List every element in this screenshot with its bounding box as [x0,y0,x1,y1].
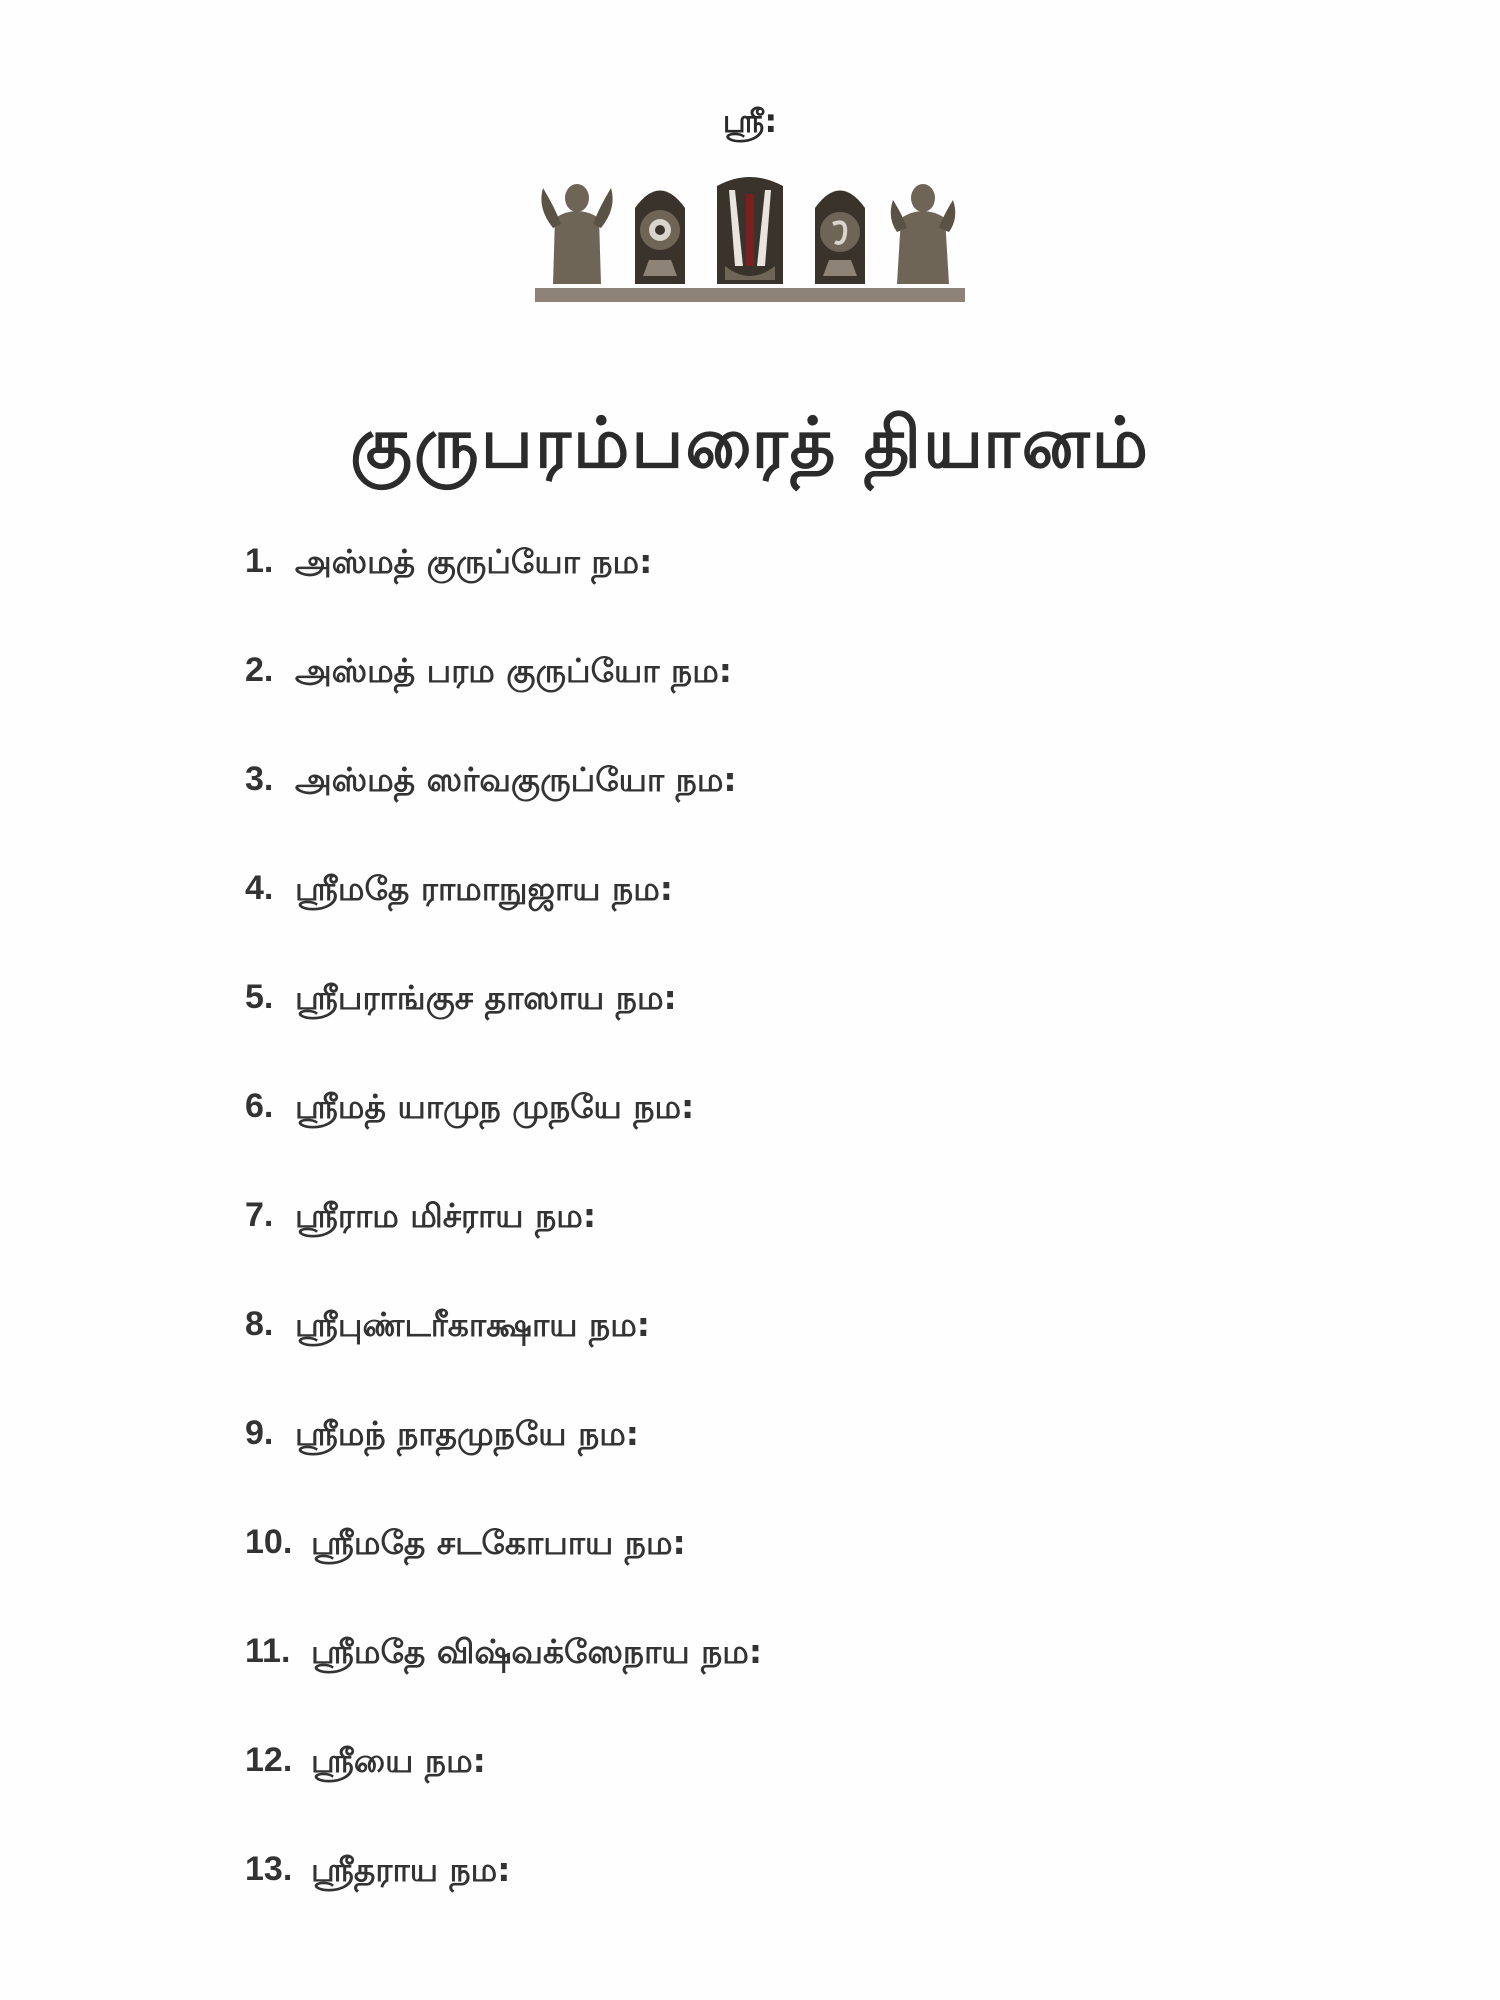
item-text: அஸ்மத் குருப்யோ நம: [295,542,653,581]
list-item [245,978,1345,1087]
sri-heading: ஸ்ரீ: [722,102,778,140]
temple-deities-emblem-icon [535,168,965,304]
item-number: 2. [245,651,274,689]
item-text: ஸ்ரீபராங்குச தாஸாய நம: [295,978,677,1017]
list-item [245,1305,1345,1414]
item-number: 13. [245,1850,293,1888]
item-text: ஸ்ரீயை நம: [311,1741,486,1780]
item-number: 10. [245,1523,293,1561]
item-text: ஸ்ரீமதே விஷ்வக்ஸேநாய நம: [311,1632,763,1671]
list-item [245,869,1345,978]
item-number: 5. [245,978,274,1016]
list-item [245,1523,1345,1632]
item-number: 1. [245,542,274,580]
list-item [245,1196,1345,1305]
list-item [245,651,1345,760]
item-text: ஸ்ரீமத் யாமுந முநயே நம: [295,1087,695,1126]
item-number: 6. [245,1087,274,1125]
item-text: ஸ்ரீமந் நாதமுநயே நம: [295,1414,640,1453]
item-text: ஸ்ரீதராய நம: [311,1850,511,1889]
item-number: 11. [245,1632,291,1670]
item-text: அஸ்மத் பரம குருப்யோ நம: [295,651,732,690]
item-number: 3. [245,760,274,798]
list-item [245,1632,1345,1741]
list-item [245,1850,1345,1959]
item-number: 12. [245,1741,293,1779]
list-item [245,1741,1345,1850]
item-text: ஸ்ரீமதே ராமாநுஜாய நம: [295,869,673,908]
item-text: ஸ்ரீபுண்டரீகாக்ஷாய நம: [295,1305,650,1344]
item-number: 9. [245,1414,274,1452]
item-text: ஸ்ரீராம மிச்ராய நம: [295,1196,597,1235]
item-text: அஸ்மத் ஸர்வகுருப்யோ நம: [295,760,737,799]
list-item [245,1087,1345,1196]
item-number: 4. [245,869,274,907]
list-item [245,1414,1345,1523]
guru-list [245,542,1345,1959]
item-text: ஸ்ரீமதே சடகோபாய நம: [311,1523,686,1562]
list-item [245,760,1345,869]
item-number: 8. [245,1305,274,1343]
item-number: 7. [245,1196,274,1234]
list-item [245,542,1345,651]
page-title: குருபரம்பரைத் தியானம் [350,402,1150,484]
